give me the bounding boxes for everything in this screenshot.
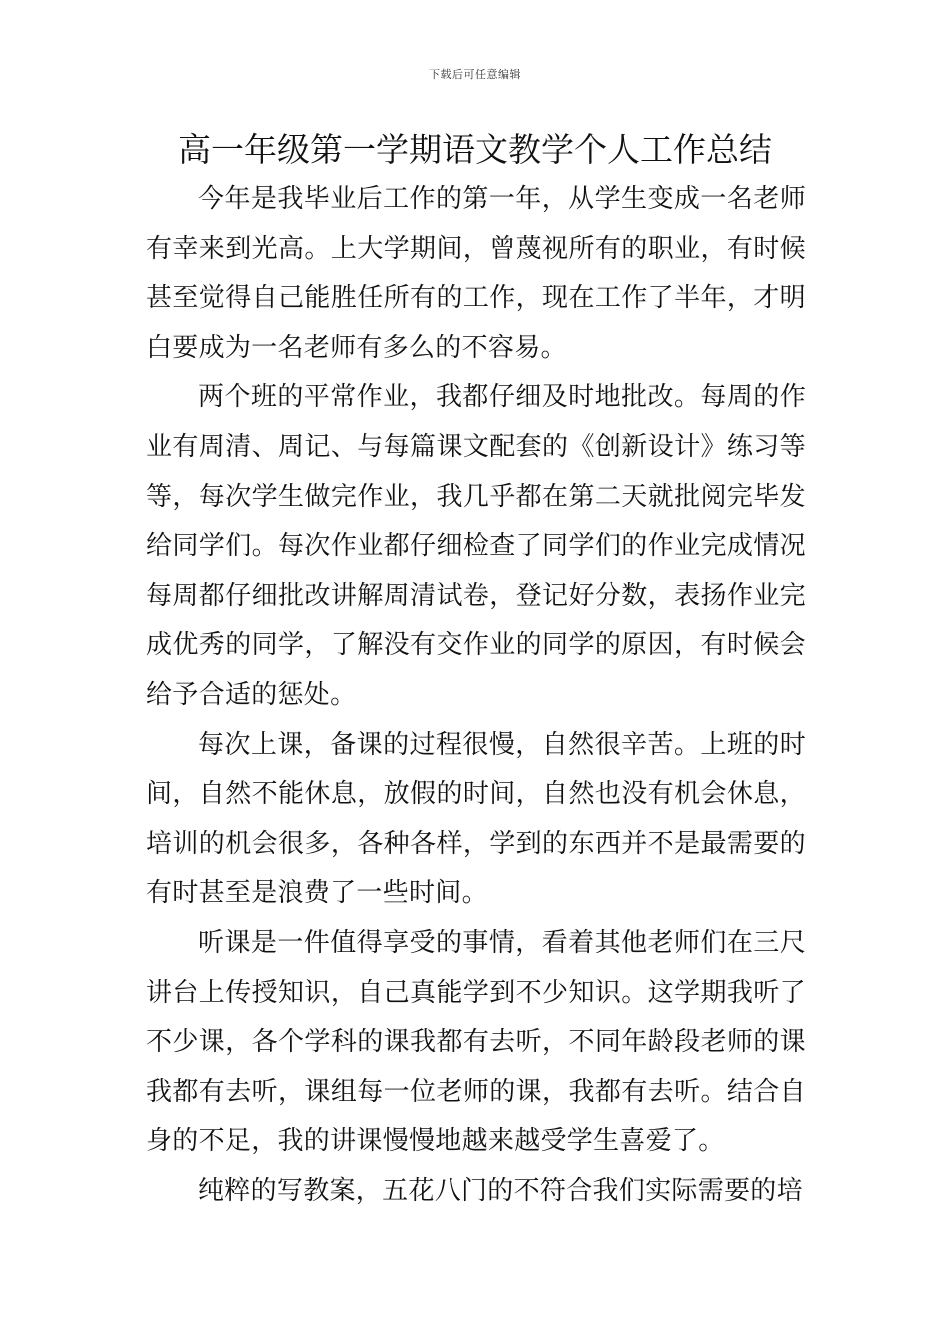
paragraph-1: 今年是我毕业后工作的第一年，从学生变成一名老师有幸来到光高。上大学期间，曾蔑视所有的职业，有时候甚至觉得自己能胜任所有的工作，现在工作了半年，才明白要成为一名老师有多么的不容易。 [146,184,806,363]
header-note: 下载后可任意编辑 [429,68,521,81]
paragraph-2: 两个班的平常作业，我都仔细及时地批改。每周的作业有周清、周记、与每篇课文配套的《创新设计》练习等等，每次学生做完作业，我几乎都在第二天就批阅完毕发给同学们。每次作业都仔细检查了同学们的作业完成情况每周都仔细批改讲解周清试卷，登记好分数，表扬作业完成优秀的同学，了解没有交作业的同学的原因，有时候会给予合适的惩处。 [146,382,806,710]
document-title: 高一年级第一学期语文教学个人工作总结 [178,130,772,169]
paragraph-5: 纯粹的写教案，五花八门的不符合我们实际需要的培 [198,1175,803,1206]
document-body [146,175,806,1216]
paragraph-4: 听课是一件值得享受的事情，看着其他老师们在三尺讲台上传授知识，自己真能学到不少知识。这学期我听了不少课，各个学科的课我都有去听，不同年龄段老师的课我都有去听，课组每一位老师的课，我都有去听。结合自身的不足，我的讲课慢慢地越来越受学生喜爱了。 [146,927,806,1157]
paragraph-3: 每次上课，备课的过程很慢，自然很辛苦。上班的时间，自然不能休息，放假的时间，自然也没有机会休息，培训的机会很多，各种各样，学到的东西并不是最需要的有时甚至是浪费了一些时间。 [146,729,806,909]
